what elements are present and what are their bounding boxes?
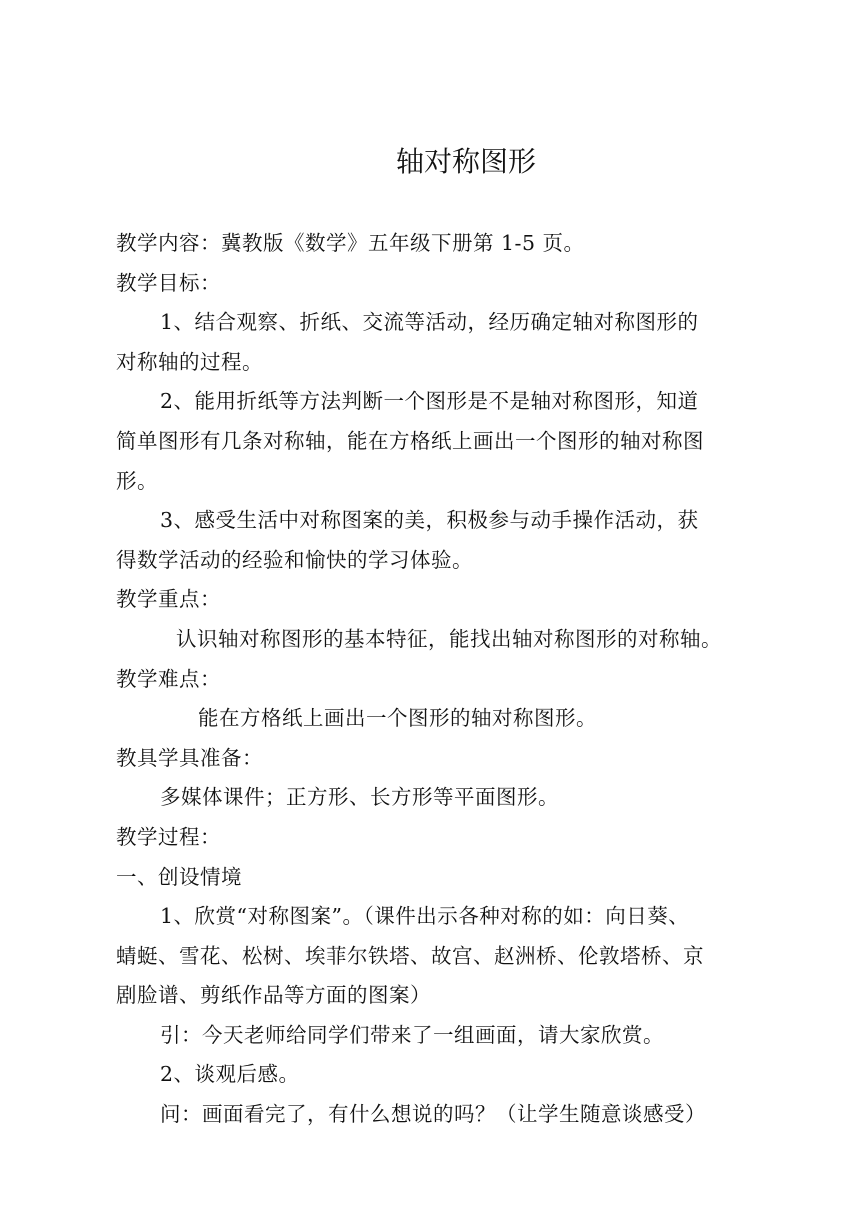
intro-text: 引：今天老师给同学们带来了一组画面，请大家欣赏。 <box>160 1022 664 1047</box>
page-title: 轴对称图形 <box>395 145 536 178</box>
tools-heading: 教具学具准备： <box>116 745 263 770</box>
difficulty-heading: 教学难点： <box>116 666 221 691</box>
question-text: 问：画面看完了，有什么想说的吗？（让学生随意谈感受） <box>160 1102 706 1127</box>
objective-1-line-2: 对称轴的过程。 <box>116 349 263 374</box>
step-1-line-1: 1、欣赏“对称图案”。（课件出示各种对称的如：向日葵、 <box>160 904 690 929</box>
objective-3-line-1: 3、感受生活中对称图案的美，积极参与动手操作活动，获 <box>160 508 699 533</box>
section-1-heading: 一、创设情境 <box>116 864 242 889</box>
key-points-text: 认识轴对称图形的基本特征，能找出轴对称图形的对称轴。 <box>176 626 722 651</box>
difficulty-text: 能在方格纸上画出一个图形的轴对称图形。 <box>198 706 597 731</box>
objective-1-line-1: 1、结合观察、折纸、交流等活动，经历确定轴对称图形的 <box>160 310 699 335</box>
key-points-heading: 教学重点： <box>116 587 221 612</box>
objective-2-line-2: 简单图形有几条对称轴，能在方格纸上画出一个图形的轴对称图 <box>116 428 704 453</box>
content-line: 教学内容：冀教版《数学》五年级下册第 1-5 页。 <box>116 231 585 255</box>
document-body <box>116 224 756 1135</box>
step-2-line: 2、谈观后感。 <box>160 1062 300 1087</box>
tools-text: 多媒体课件；正方形、长方形等平面图形。 <box>160 785 559 810</box>
objectives-heading: 教学目标： <box>116 270 221 295</box>
objective-2-line-1: 2、能用折纸等方法判断一个图形是不是轴对称图形，知道 <box>160 389 699 414</box>
objective-3-line-2: 得数学活动的经验和愉快的学习体验。 <box>116 547 473 572</box>
objective-2-line-3: 形。 <box>116 468 158 493</box>
step-1-line-2: 蜻蜓、雪花、松树、埃菲尔铁塔、故宫、赵洲桥、伦敦塔桥、京 <box>116 943 704 968</box>
process-heading: 教学过程： <box>116 824 221 849</box>
step-1-line-3: 剧脸谱、剪纸作品等方面的图案） <box>116 983 431 1008</box>
